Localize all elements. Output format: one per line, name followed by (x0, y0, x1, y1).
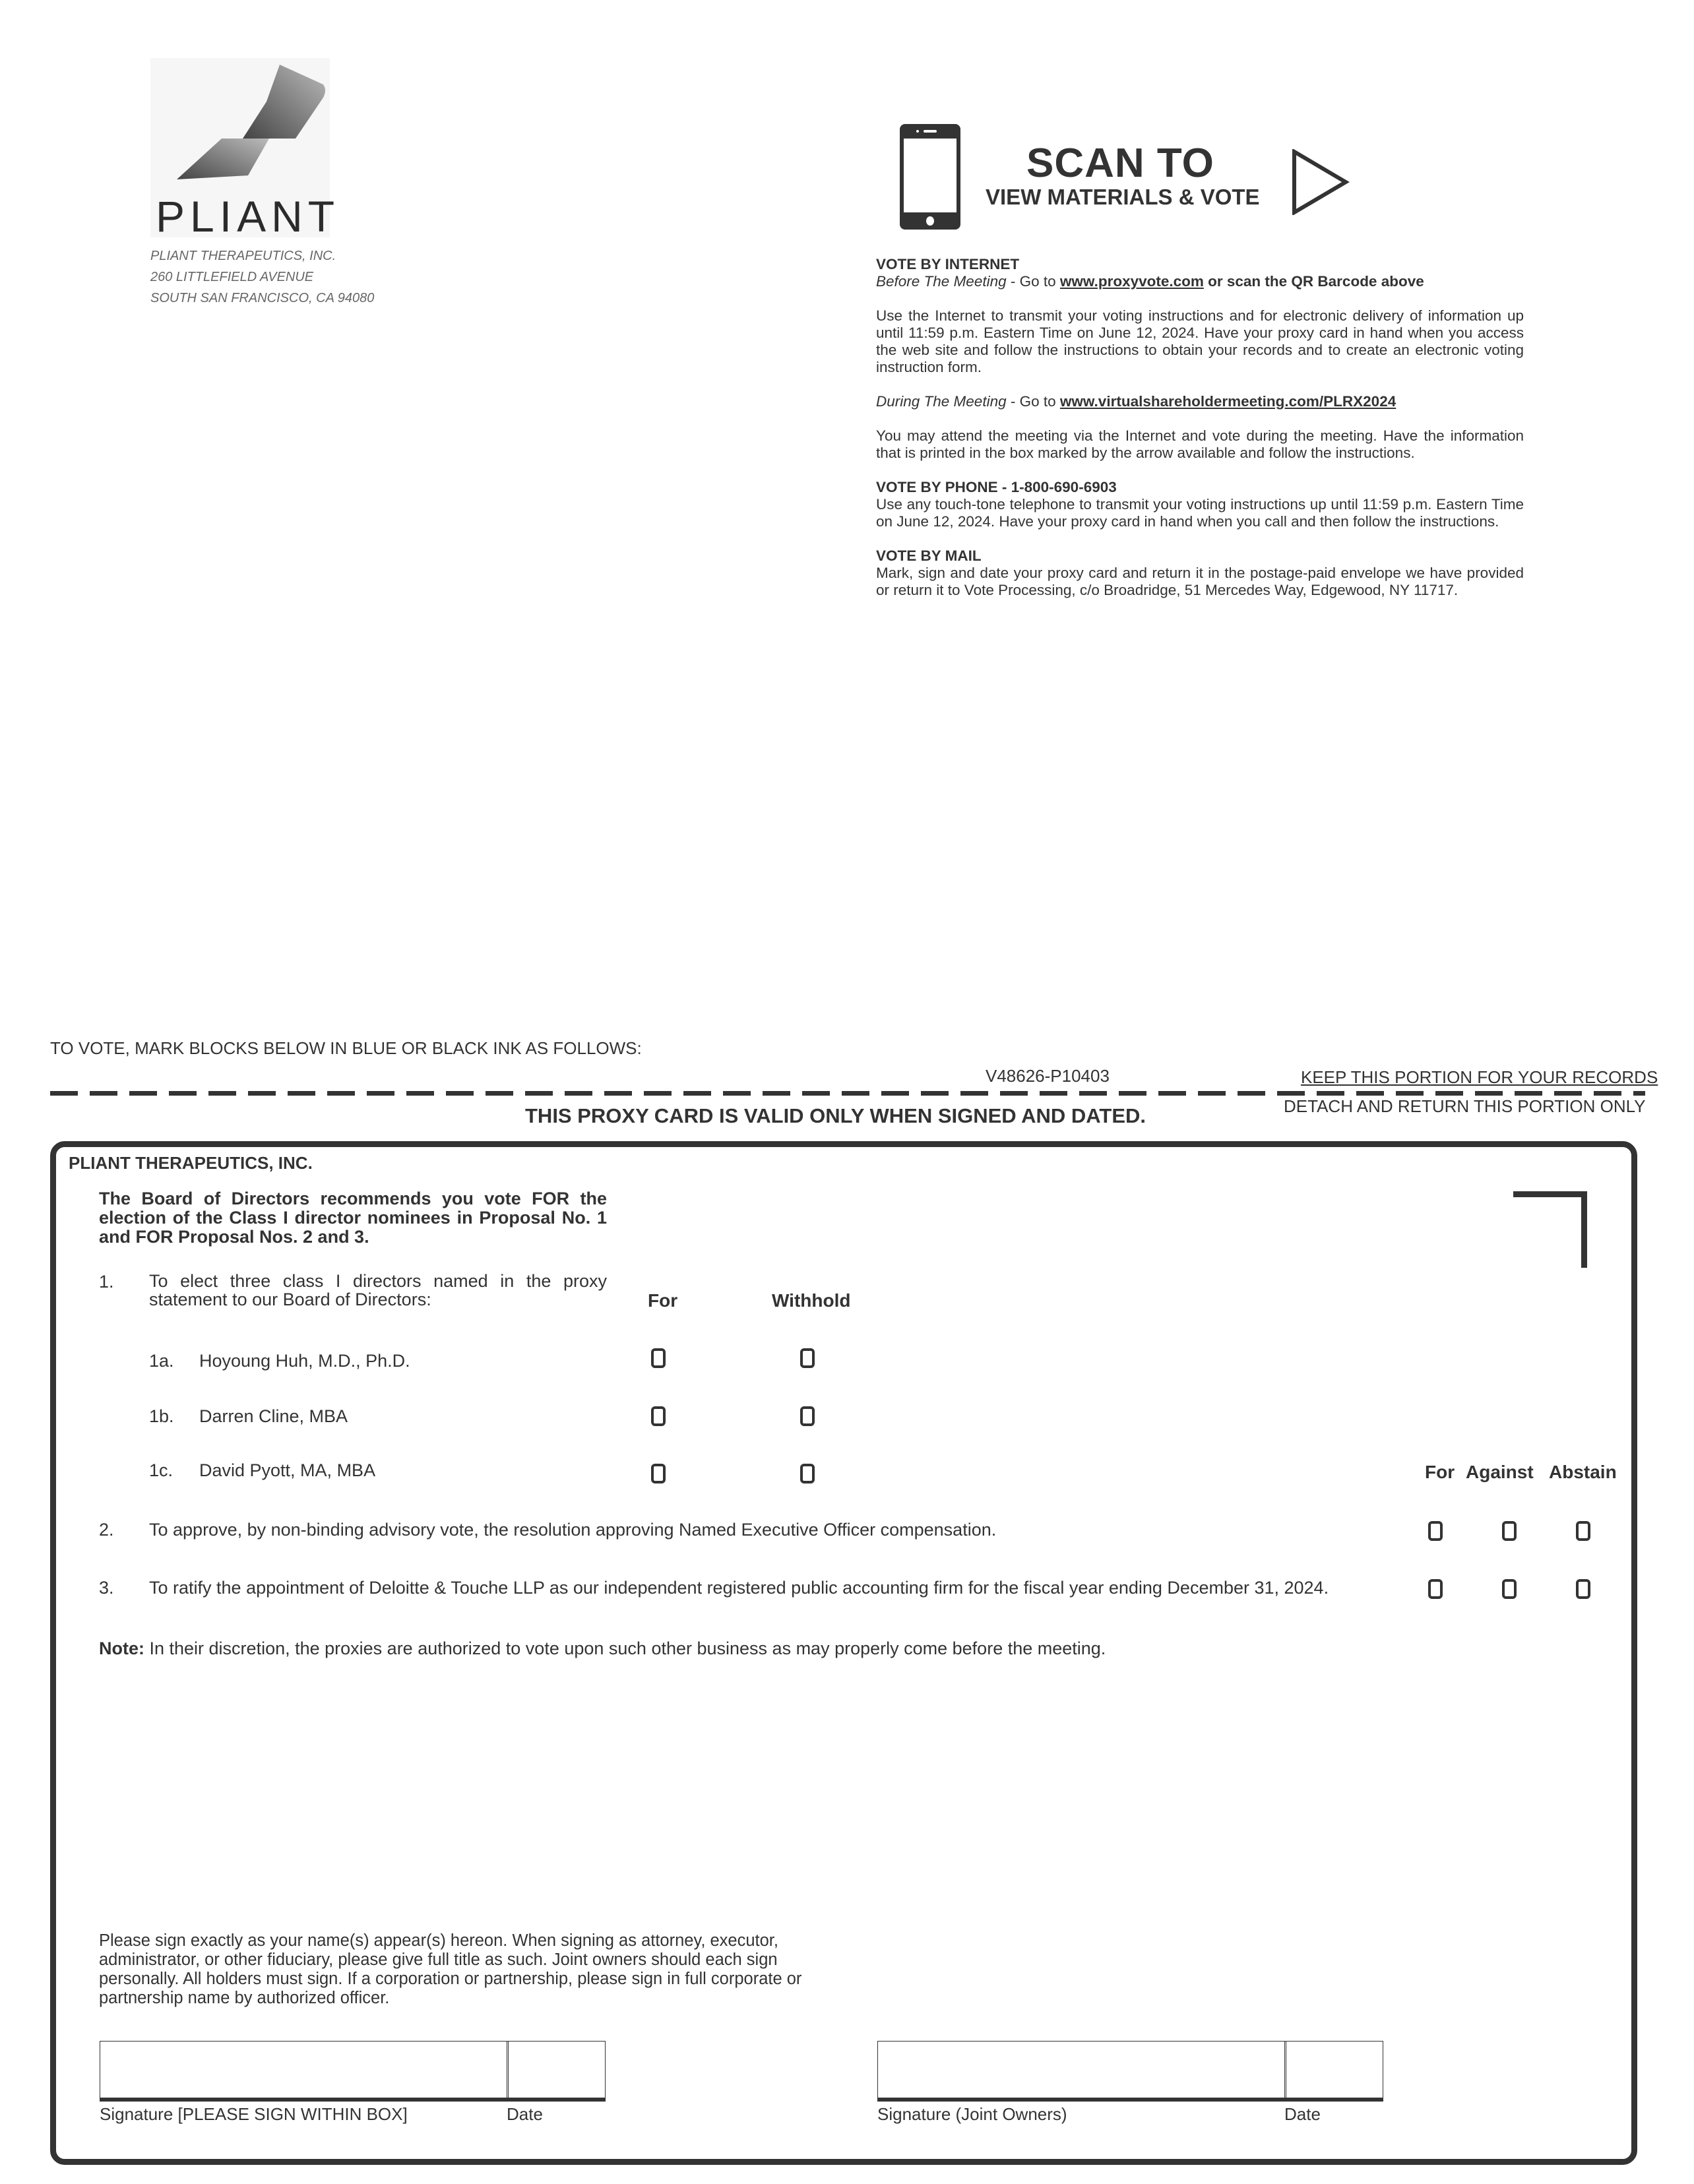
phone-body: Use any touch-tone telephone to transmit your voting instructions up until 11:59 p.m. Eastern Time on June 12, 2024. Have your proxy card in hand when you call and then follow the instructions. (876, 496, 1524, 530)
nominee-1a-for-checkbox[interactable] (651, 1348, 666, 1368)
detach-portion-label: DETACH AND RETURN THIS PORTION ONLY (1284, 1096, 1646, 1116)
mark-instructions: TO VOTE, MARK BLOCKS BELOW IN BLUE OR BLACK INK AS FOLLOWS: (50, 1038, 642, 1058)
voting-instructions (876, 256, 1524, 616)
nominee-name: Hoyoung Huh, M.D., Ph.D. (199, 1351, 410, 1371)
keep-portion-label: KEEP THIS PORTION FOR YOUR RECORDS (1301, 1067, 1658, 1087)
note-text: In their discretion, the proxies are authorized to vote upon such other business as may properly come before the meeting. (144, 1638, 1106, 1658)
proposal-3-number: 3. (99, 1578, 114, 1598)
proposal-2-for-checkbox[interactable] (1428, 1521, 1443, 1541)
proposal-3-text: To ratify the appointment of Deloitte & Touche LLP as our independent registered public accounting firm for the fiscal year ending December 31, 2024. (149, 1578, 1329, 1598)
registration-corner-mark (1513, 1191, 1587, 1268)
joint-signature-field[interactable] (877, 2041, 1286, 2102)
internet-body: Use the Internet to transmit your voting instructions and for electronic delivery of information up until 11:59 p.m. Eastern Time on June 12, 2024. Have your proxy card in hand when you access the web site and follow the instructions to obtain your records and to create an electronic voting instruction form. (876, 307, 1524, 375)
card-company-name: PLIANT THERAPEUTICS, INC. (69, 1153, 313, 1173)
note-label: Note: (99, 1638, 144, 1658)
nominee-1b-for-checkbox[interactable] (651, 1406, 666, 1426)
go-to-text: - Go to (1006, 273, 1060, 290)
proposal-1-text: To elect three class I directors named in the proxy statement to our Board of Directors: (149, 1271, 607, 1309)
column-for: For (1425, 1462, 1455, 1482)
pliant-logo-mark-icon (150, 58, 330, 190)
smartphone-icon (900, 124, 960, 230)
nominee-1c-withhold-checkbox[interactable] (800, 1464, 815, 1483)
column-abstain: Abstain (1549, 1462, 1617, 1482)
joint-signature-label: Signature (Joint Owners) (877, 2104, 1067, 2124)
proposal-2-text: To approve, by non-binding advisory vote, the resolution approving Named Executive Officer compensation. (149, 1520, 997, 1540)
proposal-2-number: 2. (99, 1520, 114, 1540)
during-meeting-line (876, 393, 1524, 410)
signature-label: Signature [PLEASE SIGN WITHIN BOX] (100, 2104, 408, 2124)
address-line: SOUTH SAN FRANCISCO, CA 94080 (150, 291, 375, 305)
valid-notice: THIS PROXY CARD IS VALID ONLY WHEN SIGNED AND DATED. (525, 1104, 1146, 1127)
signing-instructions: Please sign exactly as your name(s) appear(s) hereon. When signing as attorney, executor, administrator, or other fiduciary, please give full title as such. Joint owners should each sign personally. All holders must sign. If a corporation or partnership, please sign in full corporate or partnership name by authorized officer. (99, 1931, 802, 2007)
proposal-3-against-checkbox[interactable] (1502, 1579, 1517, 1599)
signature-field[interactable] (100, 2041, 509, 2102)
qr-hint: or scan the QR Barcode above (1203, 273, 1424, 290)
vote-mail-heading: VOTE BY MAIL (876, 547, 982, 564)
during-meeting-body: You may attend the meeting via the Internet and vote during the meeting. Have the information that is printed in the box marked by the arrow available and follow the instructions. (876, 427, 1524, 461)
scan-title: SCAN TO (1026, 140, 1214, 186)
joint-signature-date-field[interactable] (1284, 2041, 1383, 2102)
proposal-2-against-checkbox[interactable] (1502, 1521, 1517, 1541)
proposal-3-for-checkbox[interactable] (1428, 1579, 1443, 1599)
date-label: Date (1284, 2104, 1321, 2124)
date-label: Date (507, 2104, 543, 2124)
column-withhold: Withhold (772, 1290, 851, 1311)
virtual-meeting-link[interactable]: www.virtualshareholdermeeting.com/PLRX2024 (1059, 393, 1396, 410)
vote-internet-heading: VOTE BY INTERNET (876, 256, 1020, 272)
nominee-1a-withhold-checkbox[interactable] (800, 1348, 815, 1368)
detach-perforation-line (50, 1091, 1645, 1096)
proxyvote-link[interactable]: www.proxyvote.com (1059, 273, 1204, 290)
logo-wordmark: PLIANT (156, 192, 340, 241)
vote-phone-heading: VOTE BY PHONE - 1-800-690-6903 (876, 479, 1117, 495)
column-for: For (648, 1290, 678, 1311)
nominee-name: David Pyott, MA, MBA (199, 1460, 376, 1480)
before-meeting-label: Before The Meeting (876, 273, 1007, 290)
board-recommendation: The Board of Directors recommends you vote FOR the election of the Class I director nominees in Proposal No. 1 and FOR Proposal Nos. 2 and 3. (99, 1189, 607, 1247)
address-line: 260 LITTLEFIELD AVENUE (150, 270, 314, 284)
nominee-1b-withhold-checkbox[interactable] (800, 1406, 815, 1426)
proposal-2-abstain-checkbox[interactable] (1576, 1521, 1590, 1541)
proposal-1-number: 1. (99, 1272, 114, 1292)
nominee-id: 1c. (149, 1460, 173, 1480)
nominee-1c-for-checkbox[interactable] (651, 1464, 666, 1483)
proposal-3-abstain-checkbox[interactable] (1576, 1579, 1590, 1599)
nominee-id: 1b. (149, 1406, 174, 1426)
during-meeting-label: During The Meeting (876, 393, 1007, 410)
control-number: V48626-P10403 (986, 1066, 1110, 1086)
go-to-text: - Go to (1006, 393, 1060, 410)
signature-date-field[interactable] (507, 2041, 606, 2102)
mail-body: Mark, sign and date your proxy card and return it in the postage-paid envelope we have provided or return it to Vote Processing, c/o Broadridge, 51 Mercedes Way, Edgewood, NY 11717. (876, 565, 1524, 598)
scan-subtitle: VIEW MATERIALS & VOTE (986, 185, 1260, 209)
nominee-id: 1a. (149, 1351, 174, 1371)
address-line: PLIANT THERAPEUTICS, INC. (150, 249, 336, 263)
company-address (150, 245, 374, 309)
before-meeting-line (876, 273, 1524, 290)
play-arrow-icon (1292, 149, 1350, 215)
column-against: Against (1466, 1462, 1534, 1482)
discretion-note (99, 1638, 1106, 1659)
nominee-name: Darren Cline, MBA (199, 1406, 348, 1426)
